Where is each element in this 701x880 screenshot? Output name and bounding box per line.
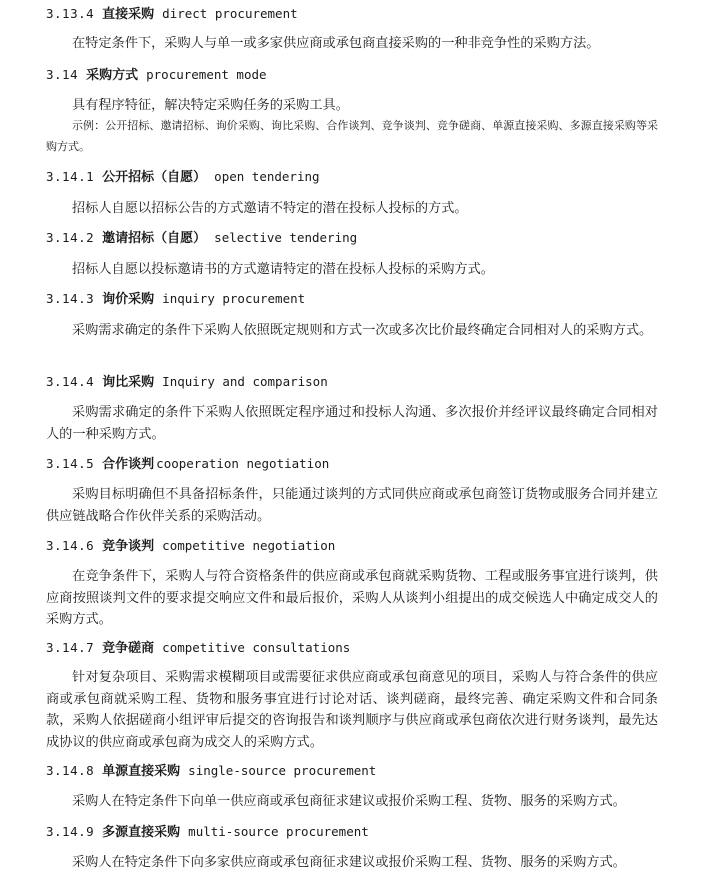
section-body-3-13-4: 在特定条件下，采购人与单一或多家供应商或承包商直接采购的一种非竞争性的采购方法。 <box>72 36 600 51</box>
section-number: 3.14.6 <box>46 538 95 553</box>
section-title-zh: 竞争谈判 <box>102 539 155 554</box>
section-body-3-14-3: 采购需求确定的条件下采购人依照既定规则和方式一次或多次比价最终确定合同相对人的采购方式。 <box>72 323 653 338</box>
section-title-zh: 直接采购 <box>102 7 155 22</box>
section-heading-3-14-7 <box>46 639 350 658</box>
section-heading-3-14-8 <box>46 762 376 781</box>
section-heading-3-13-4 <box>46 5 298 24</box>
section-title-en: cooperation negotiation <box>156 456 330 471</box>
section-body-3-14-2: 招标人自愿以投标邀请书的方式邀请特定的潜在投标人投标的采购方式。 <box>72 262 494 277</box>
section-number: 3.14.9 <box>46 824 95 839</box>
section-heading-3-14-2 <box>46 229 357 248</box>
section-body-3-14-8: 采购人在特定条件下向单一供应商或承包商征求建议或报价采购工程、货物、服务的采购方式。 <box>72 794 626 809</box>
section-body-3-14: 具有程序特征，解决特定采购任务的采购工具。 <box>72 98 349 113</box>
section-title-en: competitive negotiation <box>162 538 336 553</box>
section-heading-3-14 <box>46 66 267 85</box>
section-body-3-14-4: 采购需求确定的条件下采购人依照既定程序通过和投标人沟通、多次报价并经评议最终确定合同相对人的一种采购方式。 <box>46 405 658 442</box>
section-title-zh: 多源直接采购 <box>102 825 181 840</box>
section-heading-3-14-5 <box>46 455 329 474</box>
section-heading-3-14-9 <box>46 823 369 842</box>
section-title-en: selective tendering <box>214 230 358 245</box>
section-number: 3.14.2 <box>46 230 95 245</box>
section-title-zh: 单源直接采购 <box>102 764 181 779</box>
section-example-3-14: 示例：公开招标、邀请招标、询价采购、询比采购、合作谈判、竞争谈判、竞争磋商、单源直接采购、多源直接采购等采购方式。 <box>46 119 658 153</box>
section-title-zh: 询比采购 <box>102 375 155 390</box>
section-heading-3-14-4 <box>46 373 328 392</box>
section-title-en: procurement mode <box>146 67 267 82</box>
section-title-zh: 竞争磋商 <box>102 641 155 656</box>
section-title-zh: 合作谈判 <box>102 457 155 472</box>
section-number: 3.14 <box>46 67 79 82</box>
section-heading-3-14-3 <box>46 290 305 309</box>
section-number: 3.14.8 <box>46 763 95 778</box>
section-title-en: Inquiry and comparison <box>162 374 328 389</box>
section-number: 3.14.7 <box>46 640 95 655</box>
section-body-3-14-6: 在竞争条件下，采购人与符合资格条件的供应商或承包商就采购货物、工程或服务事宜进行谈判，供应商按照谈判文件的要求提交响应文件和最后报价，采购人从谈判小组提出的成交候选人中确定成交人的采购方式。 <box>46 569 658 627</box>
section-title-zh: 采购方式 <box>86 68 139 83</box>
section-title-en: competitive consultations <box>162 640 351 655</box>
section-title-en: open tendering <box>214 169 320 184</box>
section-number: 3.14.3 <box>46 291 95 306</box>
section-title-en: single-source procurement <box>188 763 377 778</box>
section-heading-3-14-6 <box>46 537 335 556</box>
section-number: 3.13.4 <box>46 6 95 21</box>
section-number: 3.14.5 <box>46 456 95 471</box>
section-title-zh: 邀请招标（自愿） <box>102 231 207 246</box>
section-number: 3.14.4 <box>46 374 95 389</box>
section-body-3-14-5: 采购目标明确但不具备招标条件，只能通过谈判的方式同供应商或承包商签订货物或服务合同并建立供应链战略合作伙伴关系的采购活动。 <box>46 487 658 524</box>
section-number: 3.14.1 <box>46 169 95 184</box>
section-heading-3-14-1 <box>46 168 320 187</box>
section-body-3-14-1: 招标人自愿以招标公告的方式邀请不特定的潜在投标人投标的方式。 <box>72 201 468 216</box>
section-title-en: inquiry procurement <box>162 291 306 306</box>
section-body-3-14-7: 针对复杂项目、采购需求模糊项目或需要征求供应商或承包商意见的项目，采购人与符合条件的供应商或承包商就采购工程、货物和服务事宜进行讨论对话、谈判磋商，最终完善、确定采购文件和合同条款，采购人依据磋商小组评审后提交的咨询报告和谈判顺序与供应商或承包商依次进行财务谈判，最先达成协议的供应商或承包商为成交人的采购方式。 <box>46 670 658 750</box>
section-title-zh: 询价采购 <box>102 292 155 307</box>
section-title-en: multi-source procurement <box>188 824 369 839</box>
section-body-3-14-9: 采购人在特定条件下向多家供应商或承包商征求建议或报价采购工程、货物、服务的采购方式。 <box>72 855 626 870</box>
section-title-en: direct procurement <box>162 6 298 21</box>
section-title-zh: 公开招标（自愿） <box>102 170 207 185</box>
